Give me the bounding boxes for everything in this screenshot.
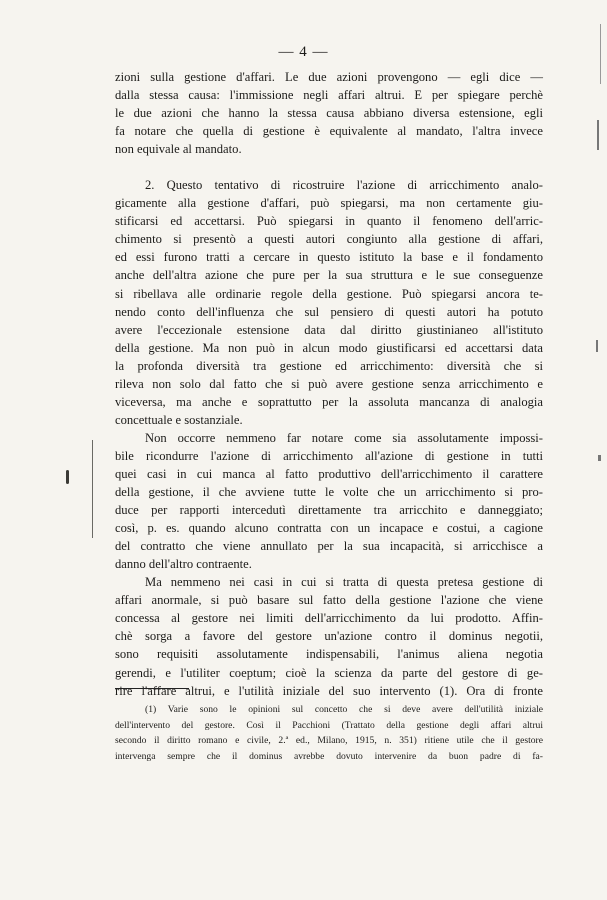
text-line: duce per rapporti intercedutì direttamente tra arricchito e danneggiato; <box>115 503 543 518</box>
text-line: gerendi, e l'utiliter coeptum; cioè la scienza da parte del gestore di ge- <box>115 665 543 680</box>
text-line: Non occorre nemmeno far notare come sia assolutamente impossi- <box>145 430 543 445</box>
text-line: dalla stessa causa: l'immissione negli affari altrui. E per spiegare perchè <box>115 88 543 103</box>
text-line: chè sorga a favore del gestore un'azione contro il dominus negotii, <box>115 629 543 644</box>
footnote-line: (1) Varie sono le opinioni sul concetto che si deve avere dell'utilità iniziale <box>145 704 543 715</box>
text-line: fa notare che quella di gestione è equivalente al mandato, l'altra invece <box>115 124 543 139</box>
scan-edge-mark <box>596 340 598 352</box>
text-line: della gestione, il che avviene tutte le volte che un arricchimento si pro- <box>115 485 543 500</box>
text-line: affari anormale, si può basare sul fatto della gestione l'azione che viene <box>115 593 543 608</box>
margin-ink-dot <box>66 470 69 484</box>
margin-bracket-line <box>92 440 93 538</box>
text-line: danno dell'altro contraente. <box>115 557 252 572</box>
text-line: del contratto che viene annullato per la sua incapacità, si arricchisce a <box>115 539 543 554</box>
scan-edge-mark <box>598 455 601 461</box>
text-line: 2. Questo tentativo di ricostruire l'azione di arricchimento analo- <box>145 178 543 193</box>
text-line: avere l'eccezionale estensione data dal diritto giustinianeo all'istituto <box>115 322 543 337</box>
text-line: le due azioni che hanno la stessa causa abbiano diversa estensione, egli <box>115 106 543 121</box>
main-text <box>115 68 543 700</box>
page-number: — 4 — <box>278 44 329 60</box>
text-line: concettuale e sostanziale. <box>115 412 243 427</box>
scan-edge-mark <box>600 24 601 84</box>
text-line: chimento si presentò a questi autori congiunto alla gestione di affari, <box>115 232 543 247</box>
footnote-line: intervenga sempre che il dominus avrebbe dovuto intervenire da buon padre di fa- <box>115 750 543 762</box>
text-line: quei casi in cui manca al fatto produttivo dell'arricchimento il carattere <box>115 466 543 481</box>
text-line: si ribellava alle ordinarie regole della gestione. Può spiegarsi ancora te- <box>115 286 543 301</box>
text-line: concessa al gestore nei limiti dell'arricchimento da lui prodotto. Affin- <box>115 611 543 626</box>
text-line: non equivale al mandato. <box>115 142 242 157</box>
footnote <box>115 702 543 764</box>
text-line: sono requisiti assolutamente indispensabili, l'animus aliena negotia <box>115 647 543 662</box>
text-line: così, p. es. quando alcuno contratta con un incapace e costui, a cagione <box>115 521 543 536</box>
text-line: della gestione. Ma non può in alcun modo giustificarsi ed accettarsi data <box>115 340 543 355</box>
text-line: rire l'affare altrui, e l'utilità iniziale del suo intervento (1). Ora di fronte <box>115 683 543 698</box>
footnote-line: dell'intervento del gestore. Così il Pacchioni (Trattato della gestione degli affari altrui <box>115 719 543 731</box>
paragraph-4 <box>115 573 543 699</box>
text-line: la profonda diversità tra gestione ed arricchimento: diversità che si <box>115 358 543 373</box>
text-line: stificarsi ed accettarsi. Può spiegarsi in quanto il fenomeno dell'arric- <box>115 214 543 229</box>
text-line: zioni sulla gestione d'affari. Le due azioni provengono — egli dice — <box>115 70 543 84</box>
text-line: gicamente alla gestione d'affari, può spiegarsi, ma non certamente giu- <box>115 196 543 211</box>
footnote-divider <box>115 688 189 689</box>
paragraph-3 <box>115 429 543 573</box>
scan-edge-mark <box>597 120 599 150</box>
text-line: rileva non solo dal fatto che si può avere gestione senza arricchimento e <box>115 376 543 391</box>
text-line: Ma nemmeno nei casi in cui si tratta di questa pretesa gestione di <box>145 575 543 590</box>
footnote-line: secondo il diritto romano e civile, 2.ª ed., Milano, 1915, n. 351) ritiene utile che il gestore <box>115 735 543 746</box>
text-line: anche dell'altra azione che pure per la sua struttura e le sue conseguenze <box>115 268 543 283</box>
text-line: viceversa, ma anche e soprattutto per la assoluta mancanza di analogia <box>115 394 543 409</box>
text-line: ed essi furono tratti a cercare in questo istituto la base e il fondamento <box>115 250 543 265</box>
text-line: bile ricondurre l'azione di arricchimento all'azione di gestione in tutti <box>115 448 543 463</box>
paragraph-2 <box>115 176 543 429</box>
text-line: nendo conto dell'influenza che sul pensiero di questi autori ha potuto <box>115 304 543 319</box>
paragraph-1 <box>115 68 543 158</box>
